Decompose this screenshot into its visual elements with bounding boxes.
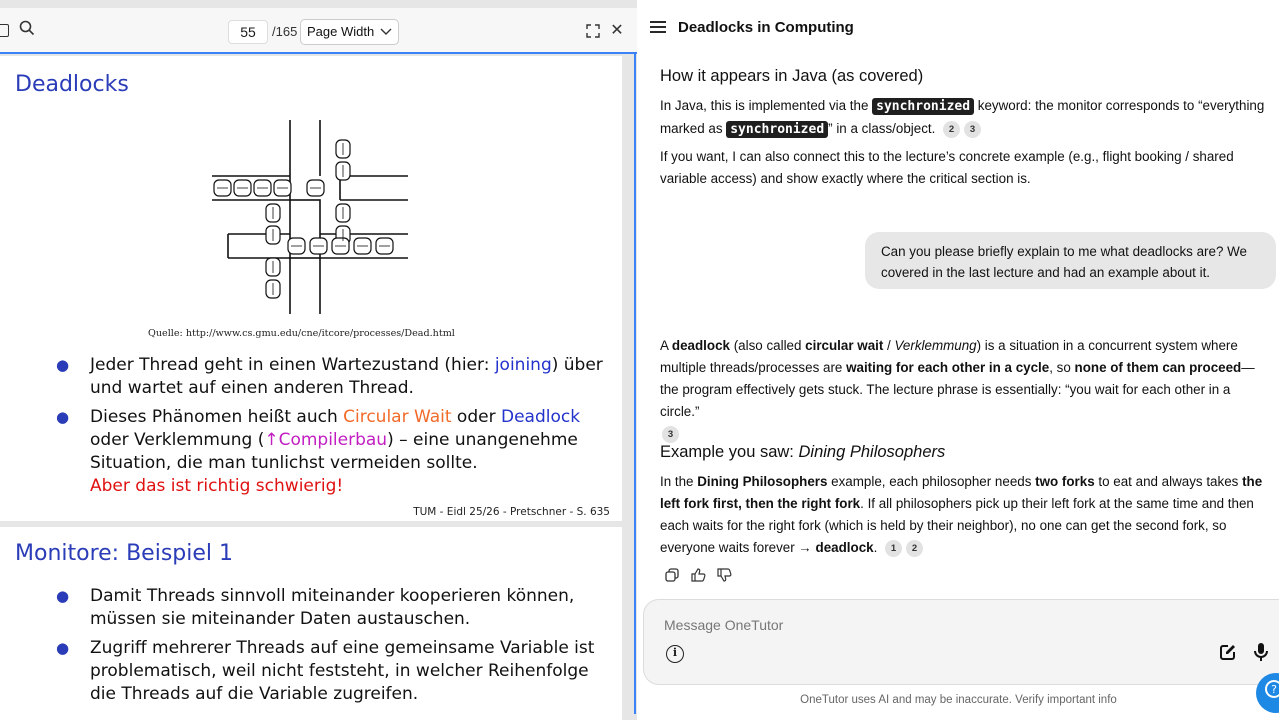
bullet-item xyxy=(56,354,610,400)
info-icon[interactable]: i xyxy=(666,645,684,663)
zoom-select[interactable] xyxy=(300,19,399,45)
bullet-dot-icon: ● xyxy=(56,639,70,657)
italic-text: Dining Philosophers xyxy=(798,443,946,461)
user-message-bubble: Can you please briefly explain to me what deadlocks are? We covered in the last lecture and had an example about it. xyxy=(865,232,1276,289)
edit-icon[interactable] xyxy=(1219,643,1237,666)
bullet-text: ) über und wartet auf einen anderen Thread. xyxy=(90,355,603,398)
message-actions xyxy=(664,568,739,588)
pane-divider[interactable] xyxy=(634,54,636,714)
text: . xyxy=(873,540,878,555)
text: In Java, this is implemented via the xyxy=(660,98,873,113)
page-number-input[interactable]: 55 xyxy=(228,20,268,44)
bullet-text: Dieses Phänomen heißt auch xyxy=(90,407,344,427)
slide-title: Deadlocks xyxy=(15,72,129,97)
citation-badge[interactable]: 2 xyxy=(906,540,923,557)
bold-text: none of them can proceed xyxy=(1074,360,1242,375)
citation-badge[interactable]: 3 xyxy=(662,426,679,443)
bullet-dot-icon: ● xyxy=(56,408,70,426)
slide-title: Monitore: Beispiel 1 xyxy=(15,541,234,566)
pdf-page-deadlocks xyxy=(0,56,622,521)
bullet-text: oder xyxy=(451,407,501,427)
thumbs-down-icon[interactable] xyxy=(717,568,733,584)
assistant-paragraph xyxy=(660,335,1270,445)
bullet-item xyxy=(56,406,610,498)
traffic-deadlock-illustration xyxy=(210,118,410,316)
microphone-icon[interactable] xyxy=(1253,642,1269,667)
bullet-dot-icon: ● xyxy=(56,587,70,605)
assistant-paragraph xyxy=(660,95,1270,141)
bullet-item xyxy=(56,585,610,631)
bullet-text: Jeder Thread geht in einen Wartezustand (hier: xyxy=(90,355,495,375)
close-icon[interactable]: ✕ xyxy=(610,22,624,39)
citation-badge[interactable]: 1 xyxy=(885,540,902,557)
section-heading: How it appears in Java (as covered) xyxy=(660,67,924,85)
bullet-list xyxy=(56,354,610,504)
slide-footer: TUM - Eidl 25/26 - Pretschner - S. 635 xyxy=(413,506,610,518)
pdf-toolbar xyxy=(0,8,637,54)
page-total: /165 xyxy=(272,24,298,39)
assistant-paragraph xyxy=(660,471,1270,559)
bold-text: two forks xyxy=(1035,474,1095,489)
text: / xyxy=(883,338,895,353)
bold-text: deadlock xyxy=(671,338,730,353)
bullet-text: ) – eine unangenehme Situation, die man tunlichst vermeiden sollte. xyxy=(90,430,578,473)
text: —the program effectively gets stuck. The lecture phrase is essentially: “you wait for each other in a circle.” xyxy=(660,360,1255,419)
bullet-text: Zugriff mehrerer Threads auf eine gemeinsame Variable ist problematisch, weil nicht feststeht, in welcher Reihenfolge die Threads auf die Variable zugreifen. xyxy=(90,638,595,704)
compilerbau-link[interactable]: ↑Compilerbau xyxy=(264,430,388,450)
bold-text: deadlock xyxy=(815,540,874,555)
bullet-dot-icon: ● xyxy=(56,356,70,374)
text: to eat and always takes xyxy=(1094,474,1243,489)
section-heading xyxy=(660,443,945,462)
chat-panel xyxy=(638,0,1279,720)
bold-text: circular wait xyxy=(805,338,884,353)
bullet-text: oder Verklemmung ( xyxy=(90,430,265,450)
text: Example you saw: xyxy=(660,443,799,461)
text: , so xyxy=(1049,360,1075,375)
inline-code: synchronized xyxy=(726,121,828,138)
copy-icon[interactable] xyxy=(664,568,680,584)
bullet-list xyxy=(56,585,610,712)
pdf-page-monitore xyxy=(0,527,622,720)
italic-text: Verklemmung xyxy=(894,338,977,353)
warning-text: Aber das ist richtig schwierig! xyxy=(90,476,344,496)
citation-badge[interactable]: 3 xyxy=(964,121,981,138)
menu-icon[interactable] xyxy=(650,18,666,38)
text: ) is a situation in a concurrent system where multiple threads/processes are xyxy=(660,338,1238,375)
image-source-caption: Quelle: http://www.cs.gmu.edu/cne/itcore/processes/Dead.html xyxy=(148,328,455,339)
text: (also called xyxy=(729,338,806,353)
svg-text:?: ? xyxy=(1271,683,1277,696)
message-input[interactable] xyxy=(664,617,1184,633)
assistant-paragraph: If you want, I can also connect this to the lecture’s concrete example (e.g., flight booking / shared variable access) and show exactly where the critical section is. xyxy=(660,149,1234,186)
text: example, each philosopher needs xyxy=(827,474,1036,489)
chat-title: Deadlocks in Computing xyxy=(678,19,854,36)
text: keyword: the monitor corresponds to “everything marked as xyxy=(660,98,1265,136)
text: . If all philosophers pick up their left fork at the same time and then each waits for the right fork (which is held by their neighbor), no one can get the second fork, so everyone waits forever → xyxy=(660,496,1254,555)
joining-link[interactable]: joining xyxy=(494,355,552,375)
deadlock-term: Deadlock xyxy=(500,407,581,427)
thumbs-up-icon[interactable] xyxy=(690,568,706,584)
search-icon[interactable] xyxy=(16,20,38,42)
bullet-text: Damit Threads sinnvoll miteinander kooperieren können, müssen sie miteinander Daten austauschen. xyxy=(90,586,575,629)
chevron-down-icon xyxy=(380,20,392,53)
message-composer xyxy=(643,599,1279,685)
bold-text: waiting for each other in a cycle xyxy=(846,360,1050,375)
chat-header xyxy=(638,10,1279,46)
sidebar-toggle-icon[interactable] xyxy=(0,20,16,42)
pdf-viewer xyxy=(0,0,637,720)
bold-text: the left fork first, then the right fork xyxy=(660,474,1263,511)
text: In the xyxy=(660,474,698,489)
text: A xyxy=(660,338,672,353)
disclaimer-text: OneTutor uses AI and may be inaccurate. Verify important info xyxy=(800,694,1117,706)
citation-badge[interactable]: 2 xyxy=(943,121,960,138)
zoom-value: Page Width xyxy=(307,24,375,39)
bold-text: Dining Philosophers xyxy=(697,474,828,489)
fullscreen-icon[interactable] xyxy=(582,20,604,42)
inline-code: synchronized xyxy=(872,98,974,115)
bullet-item xyxy=(56,637,610,706)
text: ” in a class/object. xyxy=(828,121,936,136)
circular-wait-term: Circular Wait xyxy=(343,407,452,427)
